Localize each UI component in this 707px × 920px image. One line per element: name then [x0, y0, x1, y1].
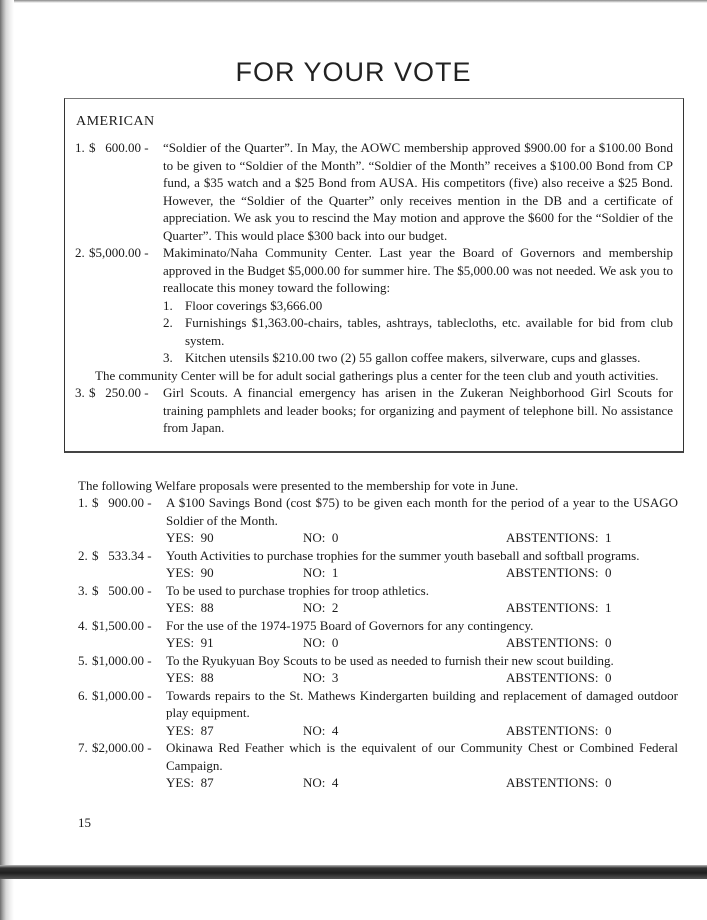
yes-count: 90 — [200, 530, 214, 545]
no-count: 0 — [331, 635, 339, 650]
welfare-proposals-list — [78, 494, 678, 792]
vote-tally — [166, 634, 678, 652]
abstentions-label: ABSTENTIONS: — [506, 530, 599, 545]
item-number: 1. — [78, 495, 88, 510]
vote-abstentions — [506, 669, 678, 687]
yes-label: YES: — [166, 530, 195, 545]
vote-abstentions — [506, 564, 678, 582]
sub-item — [163, 314, 673, 349]
abstentions-count: 0 — [604, 565, 612, 580]
item-text: Makiminato/Naha Community Center. Last year the Board of Governors and membership approved in the Budget $5,000.00 for summer hire. The $5,000.00 was not needed. We ask you to reallocate this money toward the following: — [163, 245, 673, 295]
abstentions-count: 0 — [604, 670, 612, 685]
item-number: 1. — [75, 140, 85, 155]
item-text: Okinawa Red Feather which is the equivalent of our Community Chest or Combined Federal Campaign. — [166, 740, 678, 773]
no-label: NO: — [303, 635, 326, 650]
abstentions-count: 1 — [604, 600, 612, 615]
welfare-section — [78, 477, 678, 792]
welfare-item — [78, 582, 678, 617]
sub-item-text: Floor coverings $3,666.00 — [185, 297, 323, 313]
american-item — [75, 244, 673, 367]
item-body — [166, 617, 678, 652]
item-number: 3. — [78, 582, 88, 598]
abstentions-label: ABSTENTIONS: — [506, 670, 599, 685]
sub-item-number: 1. — [163, 297, 173, 313]
item-amount: $1,000.00 - — [92, 687, 152, 703]
yes-count: 90 — [200, 565, 214, 580]
no-label: NO: — [303, 775, 326, 790]
abstentions-count: 1 — [604, 530, 612, 545]
item-text: Youth Activities to purchase trophies for the summer youth baseball and softball programs. — [166, 547, 640, 563]
no-count: 0 — [331, 530, 339, 545]
no-label: NO: — [303, 722, 326, 738]
vote-no — [303, 774, 506, 792]
item-amount: $5,000.00 - — [89, 245, 149, 260]
vote-abstentions — [506, 722, 678, 740]
item-text: To be used to purchase trophies for troop athletics. — [166, 582, 429, 598]
sub-item — [163, 349, 673, 367]
yes-count: 87 — [200, 775, 214, 790]
yes-count: 88 — [200, 670, 214, 685]
no-count: 4 — [331, 722, 339, 738]
vote-no — [303, 669, 506, 687]
section-label-american: AMERICAN — [76, 114, 155, 129]
abstentions-label: ABSTENTIONS: — [506, 775, 599, 790]
item-body — [166, 494, 678, 547]
item-text: To the Ryukyuan Boy Scouts to be used as needed to furnish their new scout building. — [166, 652, 614, 668]
yes-count: 88 — [200, 600, 214, 615]
item-body — [166, 739, 678, 792]
vote-tally — [166, 599, 678, 617]
american-proposals-box — [64, 98, 684, 453]
yes-label: YES: — [166, 775, 195, 790]
vote-no — [303, 529, 506, 547]
item-number: 7. — [78, 740, 88, 755]
item-text: A $100 Savings Bond (cost $75) to be given each month for the period of a year to the USAGO Soldier of the Month. — [166, 495, 678, 528]
item-text: “Soldier of the Quarter”. In May, the AOWC membership approved $900.00 for a $100.00 Bond to be given to “Soldier of the Month”. “Soldier of the Month” receives a $100.00 Bond from CP fund, a $35 watch and a $25 Bond from AUSA. His competitors (five) also receive a $25 Bond. However, the “Soldier of the Quarter” only receives mention in the DB and a certificate of appreciation. We ask you to rescind the May motion and approve the $600 for the “Soldier of the Quarter”. This would place $300 back into our budget. — [163, 140, 673, 243]
abstentions-count: 0 — [604, 635, 612, 650]
vote-abstentions — [506, 529, 678, 547]
page-title: FOR YOUR VOTE — [235, 57, 472, 87]
sub-item — [163, 297, 673, 315]
item-body — [166, 547, 678, 582]
vote-abstentions — [506, 774, 678, 792]
welfare-item — [78, 494, 678, 547]
vote-tally — [166, 529, 678, 547]
community-center-note: The community Center will be for adult social gatherings plus a center for the teen club and youth activities. — [95, 367, 659, 383]
vote-tally — [166, 774, 678, 792]
vote-yes — [166, 722, 303, 740]
item-amount: $1,500.00 - — [92, 617, 152, 633]
vote-tally — [166, 564, 678, 582]
page-number: 15 — [78, 814, 91, 830]
item-number: 5. — [78, 652, 88, 668]
abstentions-label: ABSTENTIONS: — [506, 722, 599, 738]
item-amount: $ 500.00 - — [92, 582, 152, 598]
abstentions-label: ABSTENTIONS: — [506, 600, 599, 615]
item-amount: $1,000.00 - — [92, 652, 152, 668]
welfare-item — [78, 617, 678, 652]
vote-tally — [166, 722, 678, 740]
vote-abstentions — [506, 599, 678, 617]
vote-yes — [166, 529, 303, 547]
vote-abstentions — [506, 634, 678, 652]
item-text: For the use of the 1974-1975 Board of Governors for any contingency. — [166, 617, 534, 633]
vote-yes — [166, 564, 303, 582]
no-label: NO: — [303, 670, 326, 685]
no-count: 2 — [331, 600, 339, 615]
item-number: 2. — [78, 547, 88, 563]
item-amount: $ 250.00 - — [89, 385, 149, 400]
item-text: Towards repairs to the St. Mathews Kindergarten building and replacement of damaged outdoor play equipment. — [166, 687, 678, 720]
item-body — [166, 582, 678, 617]
no-count: 4 — [331, 775, 339, 790]
item-body — [163, 244, 673, 367]
vote-yes — [166, 599, 303, 617]
yes-count: 87 — [200, 722, 214, 738]
item-number: 6. — [78, 687, 88, 703]
sub-item-number: 3. — [163, 350, 173, 365]
yes-count: 91 — [200, 635, 214, 650]
page-bottom-edge — [0, 865, 707, 879]
vote-yes — [166, 634, 303, 652]
item-number: 4. — [78, 617, 88, 633]
sub-item-text: Kitchen utensils $210.00 two (2) 55 gallon coffee makers, silverware, cups and glasses. — [185, 350, 641, 365]
vote-yes — [166, 669, 303, 687]
abstentions-count: 0 — [604, 775, 612, 790]
no-label: NO: — [303, 565, 326, 580]
welfare-item — [78, 652, 678, 687]
yes-label: YES: — [166, 635, 195, 650]
abstentions-label: ABSTENTIONS: — [506, 635, 599, 650]
item-body — [166, 687, 678, 740]
vote-no — [303, 564, 506, 582]
vote-no — [303, 599, 506, 617]
yes-label: YES: — [166, 600, 195, 615]
item-amount: $ 600.00 - — [89, 140, 149, 155]
item-amount: $ 900.00 - — [92, 495, 152, 510]
welfare-item — [78, 547, 678, 582]
abstentions-count: 0 — [604, 722, 612, 738]
vote-no — [303, 634, 506, 652]
no-label: NO: — [303, 530, 326, 545]
welfare-item — [78, 687, 678, 740]
sub-item-number: 2. — [163, 315, 173, 330]
no-count: 3 — [331, 670, 339, 685]
yes-label: YES: — [166, 670, 195, 685]
vote-tally — [166, 669, 678, 687]
sub-item-text: Furnishings $1,363.00-chairs, tables, ashtrays, tablecloths, etc. available for bid from club system. — [185, 315, 673, 348]
welfare-item — [78, 739, 678, 792]
yes-label: YES: — [166, 565, 195, 580]
american-item — [75, 139, 673, 244]
american-item — [75, 384, 673, 437]
yes-label: YES: — [166, 722, 195, 738]
item-body — [166, 652, 678, 687]
no-count: 1 — [331, 565, 339, 580]
welfare-intro: The following Welfare proposals were presented to the membership for vote in June. — [78, 477, 519, 493]
abstentions-label: ABSTENTIONS: — [506, 565, 599, 580]
item-text: Girl Scouts. A financial emergency has arisen in the Zukeran Neighborhood Girl Scouts for training pamphlets and leader books; for organizing and payment of telephone bill. No assistance from Japan. — [163, 385, 673, 435]
item-amount: $2,000.00 - — [92, 740, 152, 755]
vote-no — [303, 722, 506, 740]
no-label: NO: — [303, 600, 326, 615]
item-number: 2. — [75, 245, 85, 260]
item-amount: $ 533.34 - — [92, 547, 152, 563]
vote-yes — [166, 774, 303, 792]
item-number: 3. — [75, 385, 85, 400]
